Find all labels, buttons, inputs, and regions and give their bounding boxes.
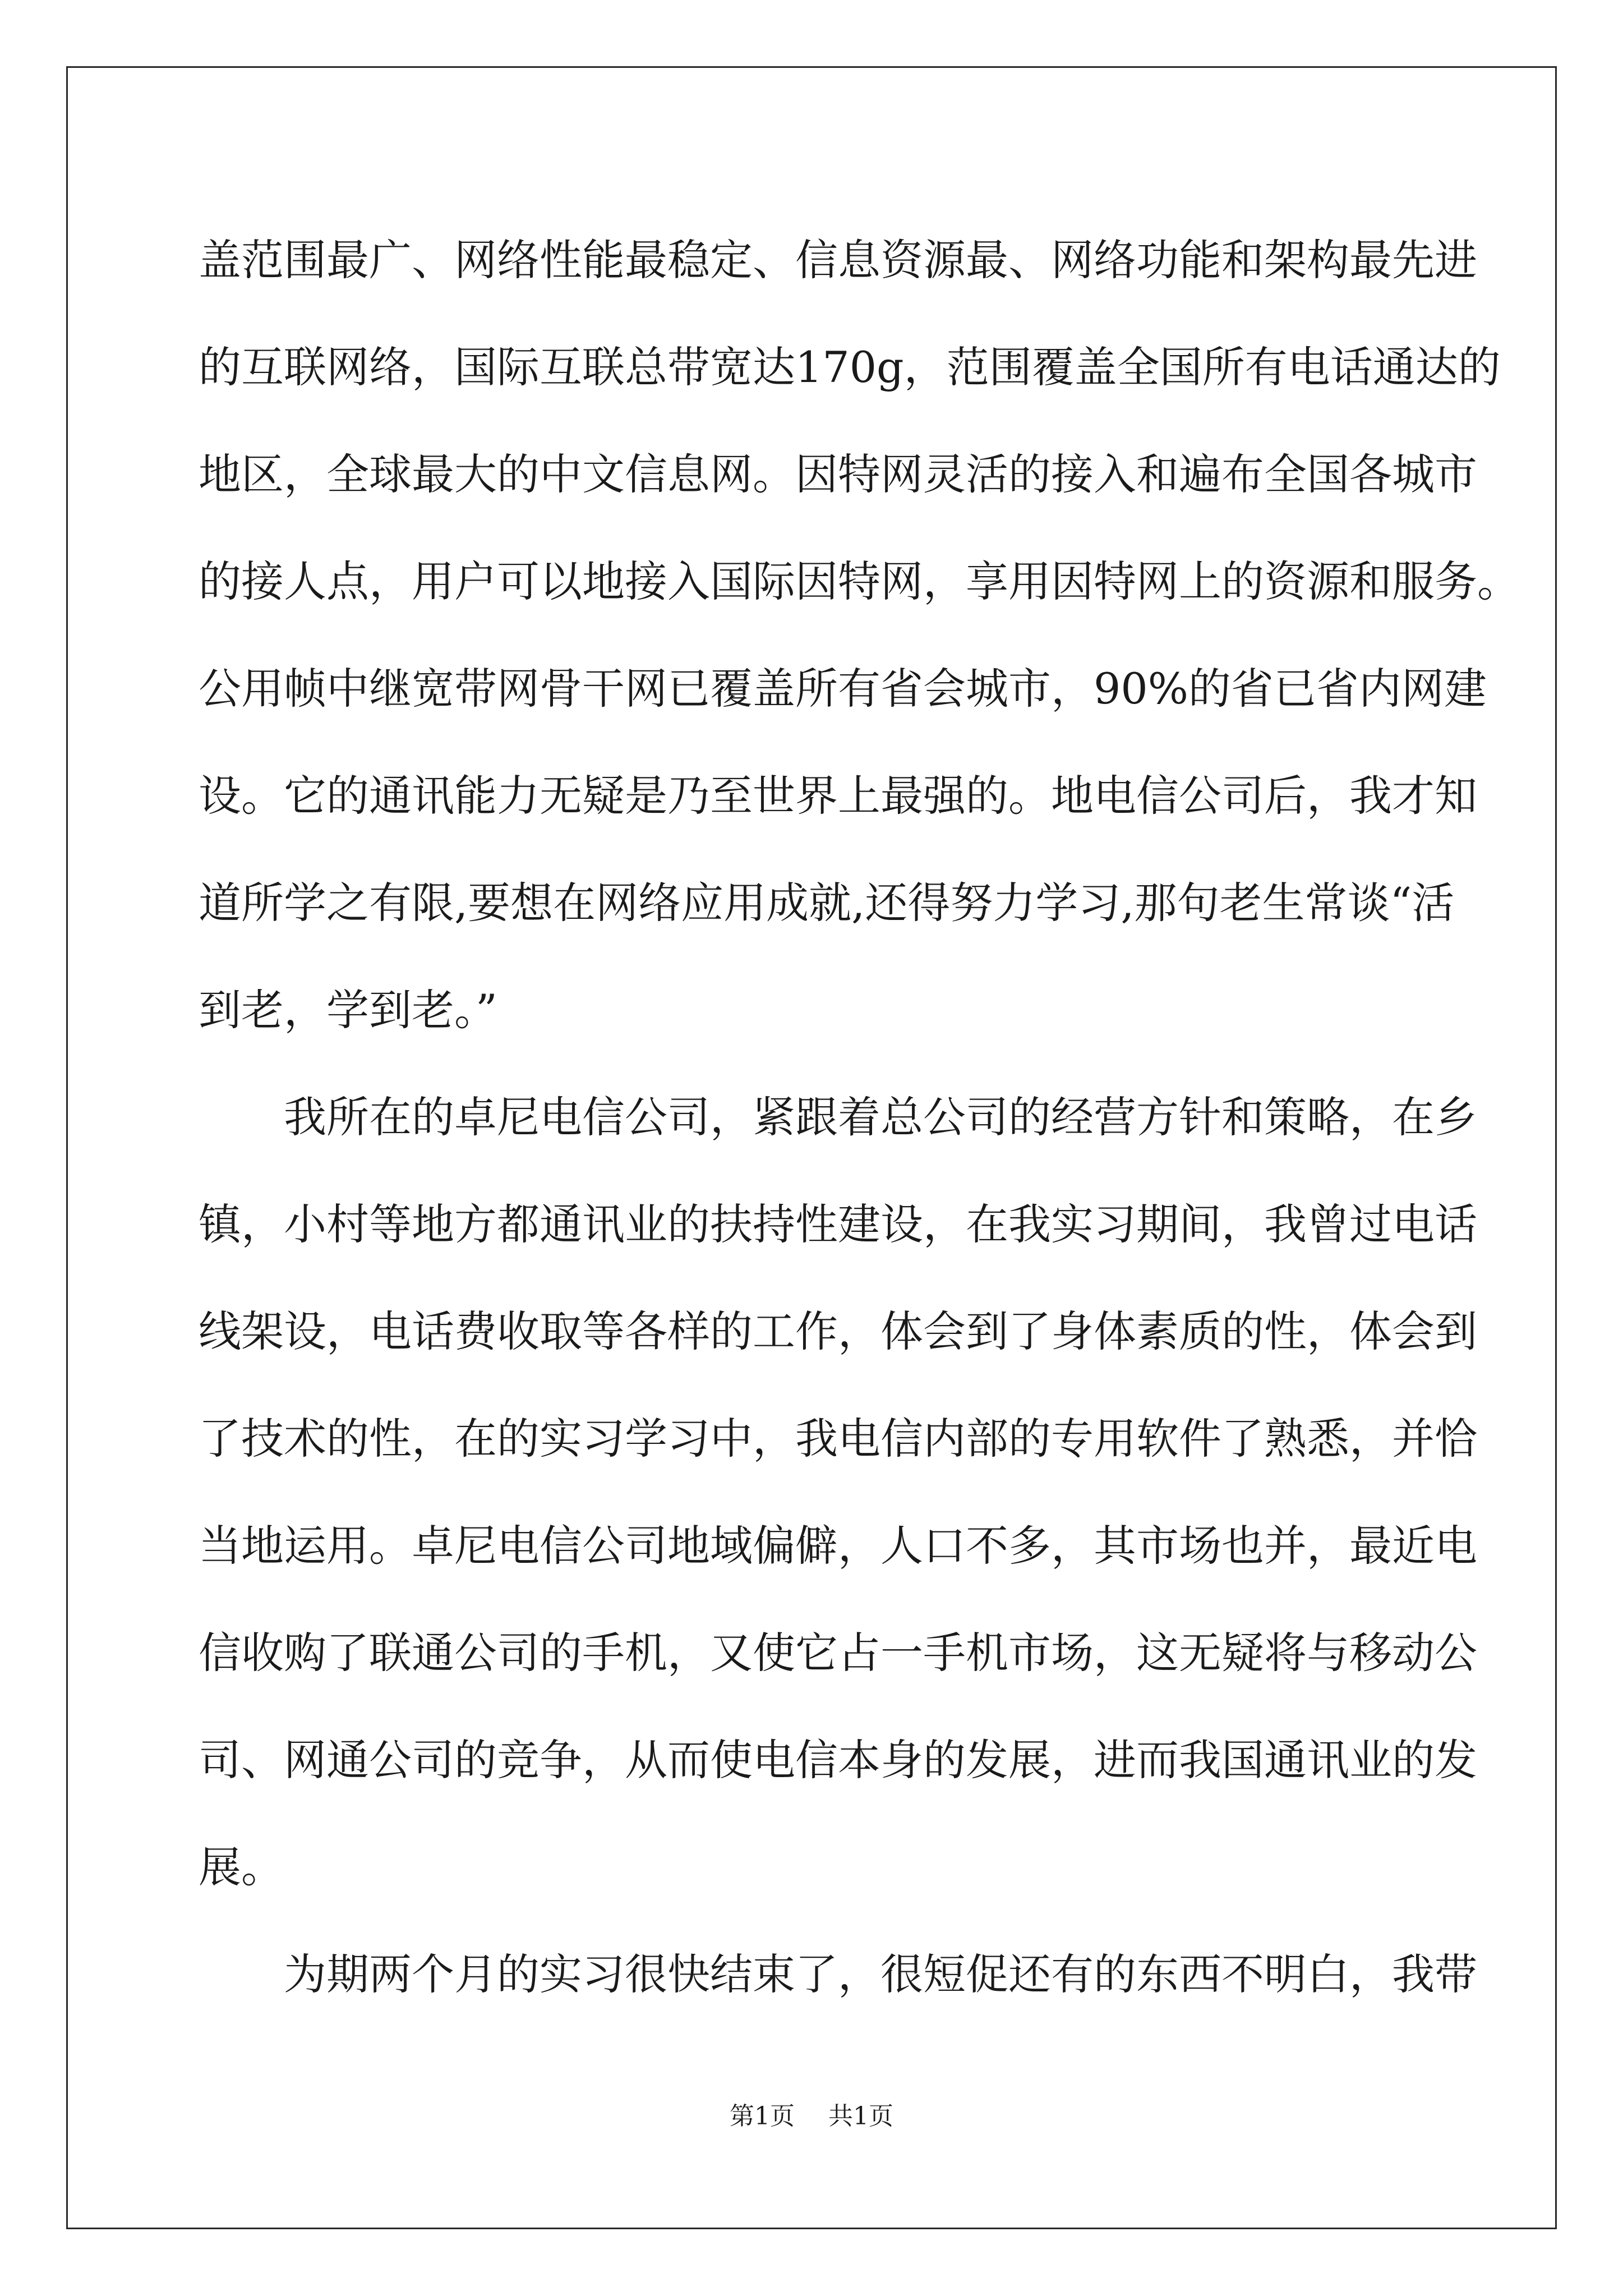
text-line: 司、网通公司的竞争，从而使电信本身的发展，进而我国通讯业的发 — [199, 1735, 1477, 1785]
text-line: 展。 — [199, 1842, 284, 1892]
text-line: 公用帧中继宽带网骨干网已覆盖所有省会城市，90%的省已省内网建 — [199, 664, 1487, 714]
page-number: 第1页 — [730, 2102, 795, 2131]
document-body — [199, 206, 1520, 2028]
text-line: 的互联网络，国际互联总带宽达170g，范围覆盖全国所有电话通达的 — [199, 342, 1501, 392]
text-line: 地区，全球最大的中文信息网。因特网灵活的接入和遍布全国各城市 — [199, 449, 1477, 499]
text-line: 了技术的性，在的实习学习中，我电信内部的专用软件了熟悉，并恰 — [199, 1414, 1477, 1464]
text-line: 设。它的通讯能力无疑是乃至世界上最强的。地电信公司后，我才知 — [199, 771, 1477, 821]
paragraph-start-line: 为期两个月的实习很快结束了，很短促还有的东西不明白，我带 — [284, 1949, 1477, 1999]
text-line: 信收购了联通公司的手机，又使它占一手机市场，这无疑将与移动公 — [199, 1628, 1477, 1678]
text-line: 镇，小村等地方都通讯业的扶持性建设，在我实习期间，我曾过电话 — [199, 1199, 1477, 1249]
text-line: 道所学之有限,要想在网络应用成就,还得努力学习,那句老生常谈“活 — [199, 878, 1455, 928]
text-line: 当地运用。卓尼电信公司地域偏僻，人口不多，其市场也并，最近电 — [199, 1521, 1477, 1571]
text-line: 盖范围最广、网络性能最稳定、信息资源最、网络功能和架构最先进 — [199, 235, 1477, 285]
text-line: 到老，学到老。” — [199, 985, 497, 1035]
text-line: 线架设，电话费收取等各样的工作，体会到了身体素质的性，体会到 — [199, 1306, 1477, 1356]
text-line: 的接人点，用户可以地接入国际因特网，享用因特网上的资源和服务。 — [199, 556, 1520, 606]
paragraph-start-line: 我所在的卓尼电信公司，紧跟着总公司的经营方针和策略，在乡 — [284, 1092, 1477, 1142]
page-total: 共1页 — [828, 2102, 893, 2131]
page-footer — [0, 2096, 1623, 2132]
